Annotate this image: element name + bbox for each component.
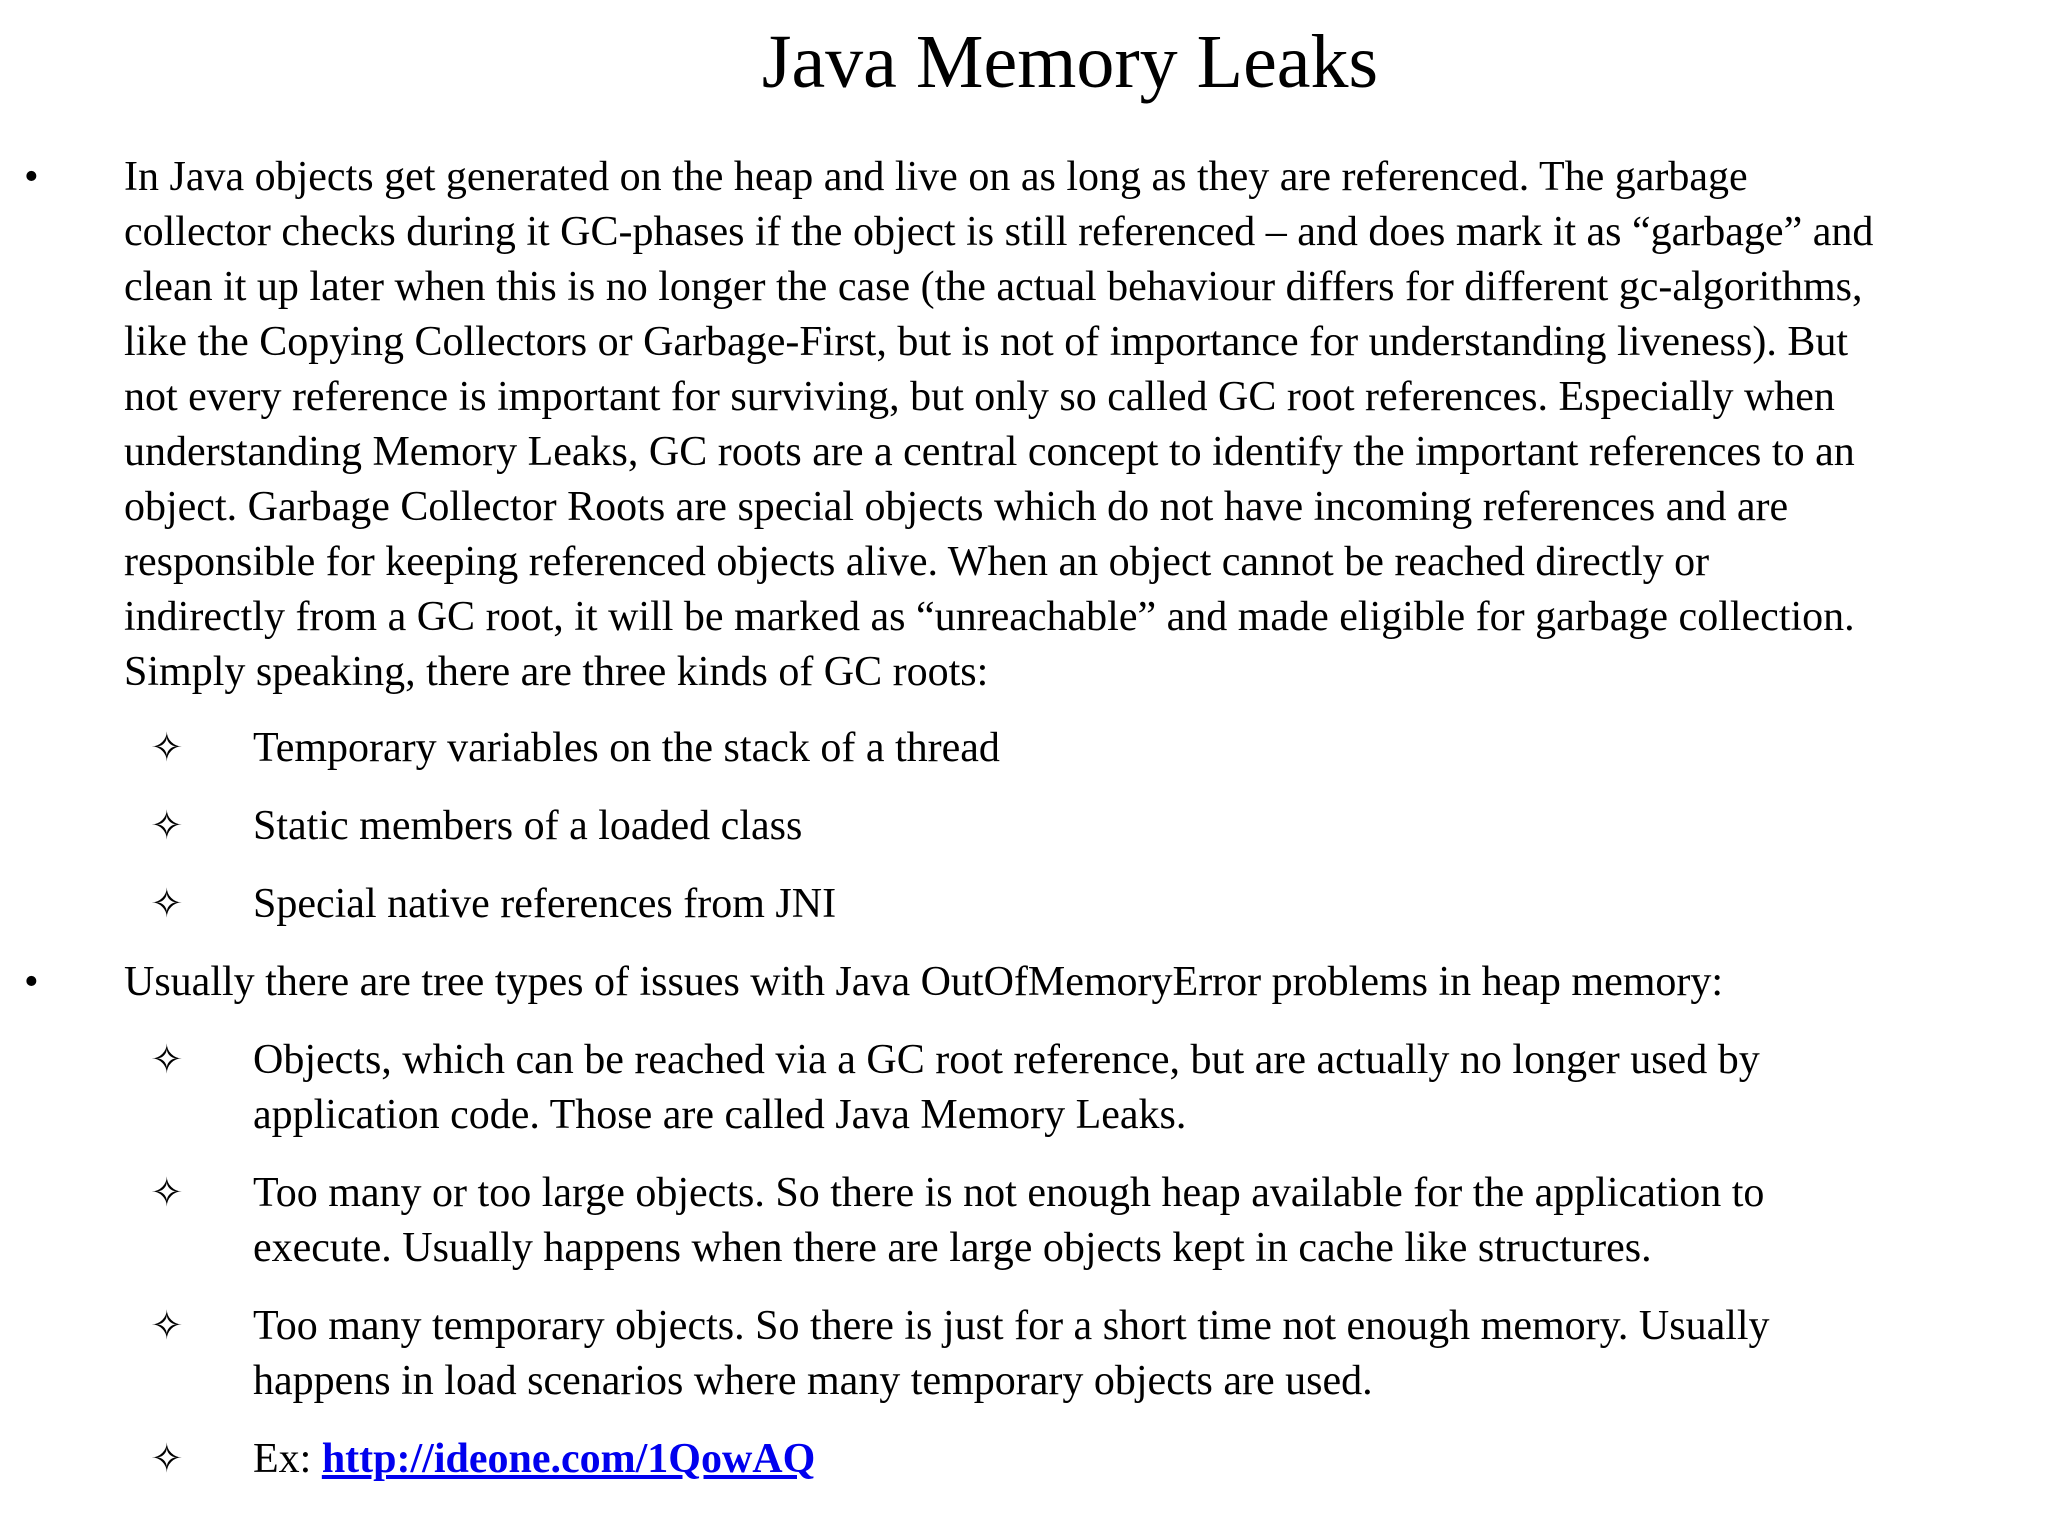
sub-item-text [253,721,2033,776]
sub-item-text [253,1299,2033,1409]
sub-item-line: Temporary variables on the stack of a thread [253,725,1000,771]
bullet-marker: • [24,959,39,1005]
bullet-line: not every reference is important for surviving, but only so called GC root references. Especially when [124,374,1835,420]
bullet-line: In Java objects get generated on the heap and live on as long as they are referenced. The garbage [124,154,1748,200]
sub-item-line: Too many temporary objects. So there is just for a short time not enough memory. Usually [253,1303,1770,1349]
sub-item-line: application code. Those are called Java Memory Leaks. [253,1092,1187,1138]
sub-item-text [253,1432,2033,1487]
sub-item-text [253,1166,2033,1276]
bullet-line: indirectly from a GC root, it will be marked as “unreachable” and made eligible for garbage collection. [124,594,1855,640]
star-icon: ✧ [150,803,184,849]
sub-item-line: Static members of a loaded class [253,803,803,849]
star-icon: ✧ [150,725,184,771]
bullet-line: responsible for keeping referenced objects alive. When an object cannot be reached directly or [124,539,1710,585]
star-icon: ✧ [150,1170,184,1216]
sub-item-line: Special native references from JNI [253,881,837,927]
example-link[interactable]: http://ideone.com/1QowAQ [321,1436,816,1482]
sub-item-text [253,1033,2033,1143]
bullet-text [124,150,2046,700]
bullet-line: Usually there are tree types of issues with Java OutOfMemoryError problems in heap memory: [124,959,1724,1005]
sub-item-text [253,877,2033,932]
bullet-line: object. Garbage Collector Roots are special objects which do not have incoming references and are [124,484,1789,530]
sub-item-line: Too many or too large objects. So there is not enough heap available for the application to [253,1170,1765,1216]
sub-item-line: happens in load scenarios where many temporary objects are used. [253,1358,1373,1404]
bullet-line: collector checks during it GC-phases if the object is still referenced – and does mark it as “garbage” and [124,209,1874,255]
bullet-line: Simply speaking, there are three kinds of GC roots: [124,649,989,695]
bullet-text [124,955,2046,1010]
bullet-marker: • [24,154,39,200]
star-icon: ✧ [150,1037,184,1083]
bullet-line: like the Copying Collectors or Garbage-First, but is not of importance for understanding liveness). But [124,319,1849,365]
star-icon: ✧ [150,1303,184,1349]
bullet-line: understanding Memory Leaks, GC roots are a central concept to identify the important references to an [124,429,1855,475]
star-icon: ✧ [150,881,184,927]
sub-item-line: Objects, which can be reached via a GC root reference, but are actually no longer used by [253,1037,1760,1083]
star-icon: ✧ [150,1436,184,1482]
example-prefix: Ex: [253,1436,322,1482]
sub-item-text [253,799,2033,854]
slide-title: Java Memory Leaks [761,20,1379,104]
bullet-line: clean it up later when this is no longer the case (the actual behaviour differs for different gc-algorithms, [124,264,1863,310]
sub-item-line: execute. Usually happens when there are large objects kept in cache like structures. [253,1225,1652,1271]
